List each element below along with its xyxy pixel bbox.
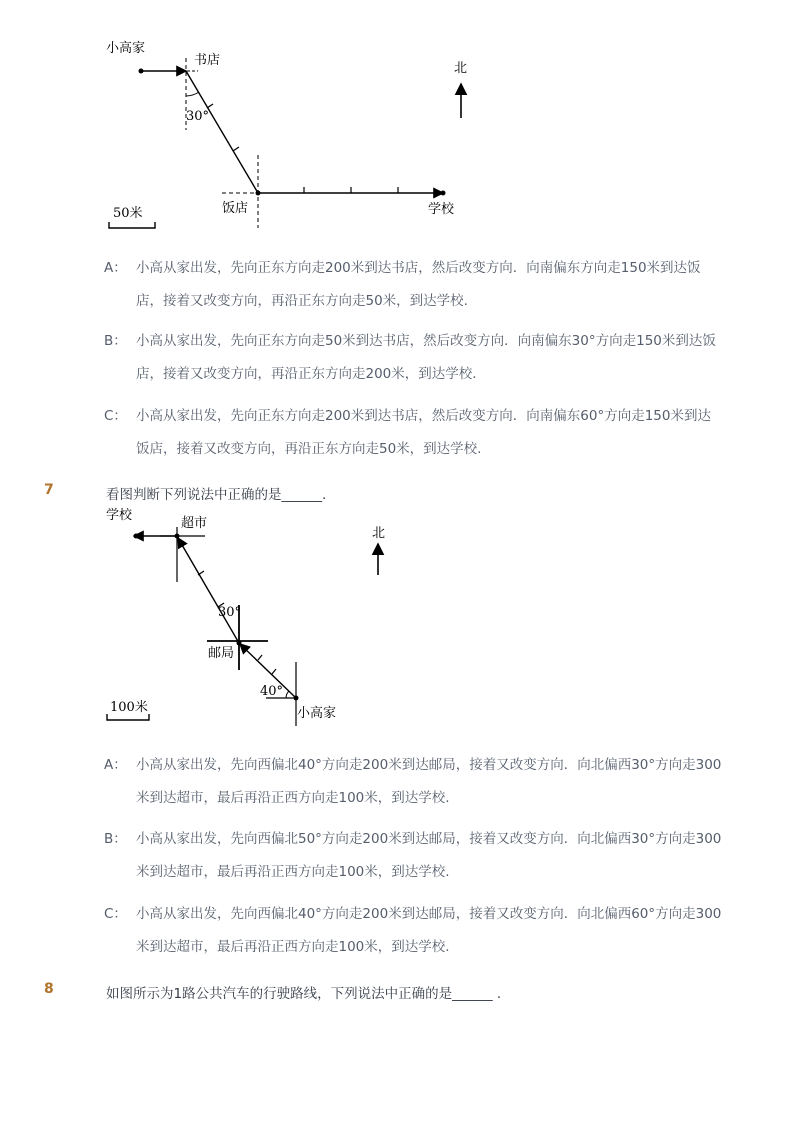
question-text: 如图所示为1路公共汽车的行驶路线，下列说法中正确的是______ . [106, 986, 502, 1002]
option-b[interactable] [104, 325, 724, 391]
option-a[interactable] [104, 252, 724, 318]
label-angle-30: 30° [218, 605, 242, 620]
option-text: 小高从家出发，先向正东方向走200米到达书店，然后改变方向．向南偏东60°方向走150米到达饭店，接着又改变方向，再沿正东方向走50米，到达学校. [136, 408, 711, 457]
label-school: 学校 [428, 202, 455, 217]
label-supermarket: 超市 [181, 516, 208, 531]
label-angle: 30° [186, 109, 210, 124]
label-north: 北 [372, 526, 386, 541]
option-letter: A： [104, 757, 127, 773]
option-a[interactable] [104, 749, 724, 815]
option-letter: B： [104, 333, 127, 349]
label-home: 小高家 [106, 41, 146, 56]
question-text: 看图判断下列说法中正确的是______. [106, 487, 327, 503]
school-point [134, 534, 139, 539]
option-letter: B： [104, 831, 127, 847]
angle-arc-30 [186, 92, 199, 96]
label-school: 学校 [106, 508, 133, 523]
option-text: 小高从家出发，先向西偏北40°方向走200米到达邮局，接着又改变方向．向北偏西30°方向走300米到达超市，最后再沿正西方向走100米，到达学校. [136, 757, 722, 806]
label-home: 小高家 [297, 706, 337, 721]
option-b[interactable] [104, 823, 724, 889]
angle-arc-40 [286, 691, 289, 698]
route-diagram-2 [0, 500, 800, 730]
option-text: 小高从家出发，先向西偏北50°方向走200米到达邮局，接着又改变方向．向北偏西30°方向走300米到达超市，最后再沿正西方向走100米，到达学校. [136, 831, 722, 880]
label-restaurant: 饭店 [222, 201, 249, 216]
label-post: 邮局 [208, 646, 235, 661]
home-point [294, 696, 299, 701]
path-post-supermarket [178, 538, 242, 643]
label-north: 北 [454, 61, 468, 76]
option-text: 小高从家出发，先向西偏北40°方向走200米到达邮局，接着又改变方向．向北偏西60°方向走300米到达超市，最后再沿正西方向走100米，到达学校. [136, 906, 722, 955]
question-number: 7 [44, 482, 54, 498]
label-scale: 100米 [110, 700, 148, 715]
scale-bar [109, 222, 155, 228]
option-text: 小高从家出发，先向正东方向走50米到达书店，然后改变方向．向南偏东30°方向走150米到达饭店，接着又改变方向，再沿正东方向走200米，到达学校. [136, 333, 716, 382]
option-letter: C： [104, 408, 127, 424]
option-letter: A： [104, 260, 127, 276]
label-bookstore: 书店 [194, 53, 221, 68]
path-diagonal [186, 71, 258, 193]
option-c[interactable] [104, 898, 724, 964]
option-text: 小高从家出发，先向正东方向走200米到达书店，然后改变方向．向南偏东方向走150米到达饭店，接着又改变方向，再沿正东方向走50米，到达学校. [136, 260, 701, 309]
route-diagram-1 [0, 0, 800, 240]
label-scale: 50米 [113, 206, 143, 221]
option-letter: C： [104, 906, 127, 922]
school-point [441, 191, 446, 196]
label-angle-40: 40° [260, 684, 284, 699]
option-c[interactable] [104, 400, 724, 466]
question-number: 8 [44, 981, 54, 997]
